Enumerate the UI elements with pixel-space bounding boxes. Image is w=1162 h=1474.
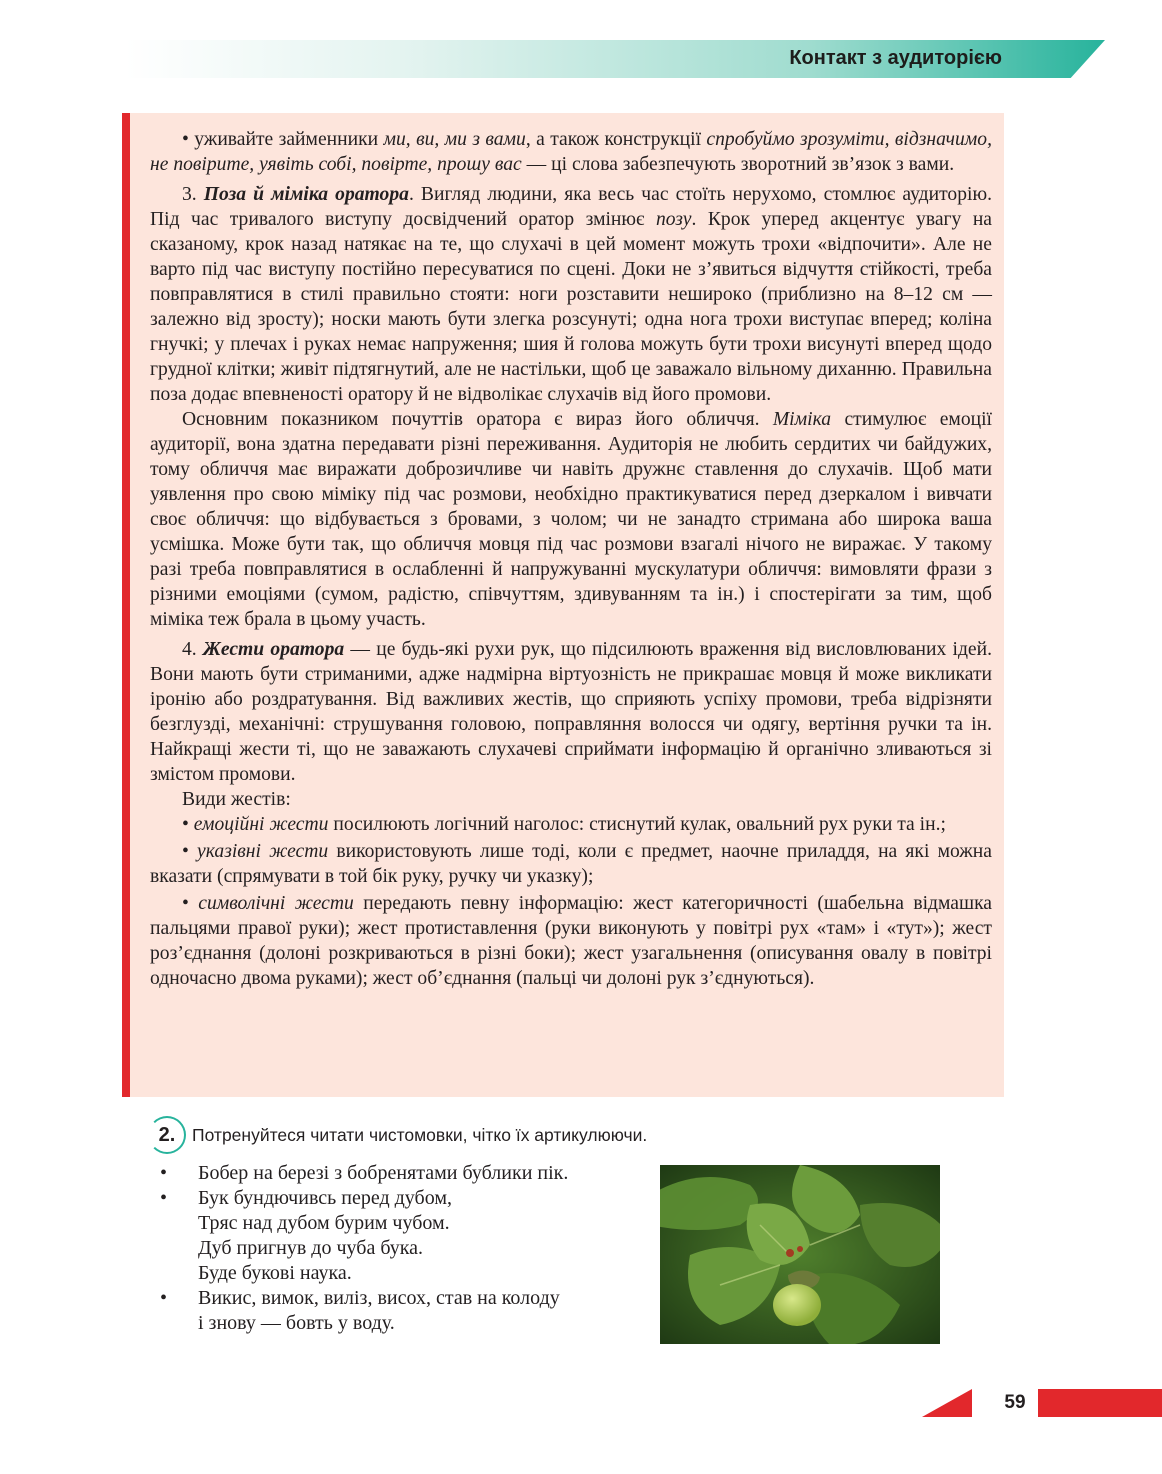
bullet-icon: • (160, 1187, 168, 1209)
list-item: • Викис, вимок, виліз, висох, став на колоду і знову — бовть у воду. (160, 1287, 560, 1334)
footer-decoration (922, 1389, 972, 1417)
list-item-symbolic: • символічні жести передають певну інформацію: жест категоричності (шабельна відмашка пальцями правої руки); жест протиставлення (руки виконують у повітрі рух «там» і «тут»); жест роз’єднання (долоні розкриваються в різні боки); жест узагальнення (описування овалу в повітрі одночасно двома руками); жест об’єднання (пальці чи долоні рук з’єднуються). (150, 893, 992, 989)
bullet-icon: • (160, 1287, 168, 1309)
task-number-badge: 2. (148, 1116, 186, 1154)
paragraph-mimicry: Основним показником почуттів оратора є вираз його обличчя. Міміка стимулює емоції аудиторії, вона здатна передавати різні переживання. Аудиторія не любить сердитих чи байдужих, тому обличчя має виражати доброзичливе чи навіть дружнє ставлення до слухачів. Щоб мати уявлення про свою міміку під час розмови, необхідно практикуватися перед дзеркалом і вивчати своє обличчя: що відбувається з бровами, з чолом; чи не занадто стримана або широка ваша усмішка. Може бути так, що обличчя мовця під час розмови взагалі нічого не виражає. У такому разі треба повправлятися в ослабленні й напружуванні мускулатури обличчя: вимовляти фрази з різними емоціями (сумом, радістю, співчуттям, здивуванням та ін.) і спостерігати за тим, щоб міміка теж брала в цьому участь. (150, 409, 992, 630)
bullet-icon: • (160, 1162, 168, 1184)
page-number: 59 (1004, 1392, 1026, 1413)
task-heading (148, 1115, 647, 1155)
paragraph-posture: 3. Поза й міміка оратора. Вигляд людини, яка весь час стоїть нерухомо, стомлює аудиторію. Під час тривалого виступу досвідчений оратор змінює позу. Крок уперед акцентує увагу на сказаному, крок назад натякає на те, що слухачі в цей момент можуть трохи «відпочити». Але не варто під час виступу постійно пересуватися по сцені. Доки не з’явиться відчуття стійкості, треба повправлятися в стилі правильно стояти: ноги розставити неширокo (приблизно на 8–12 см — залежно від зросту); носки мають бути злегка розсунуті; одна нога трохи виступає вперед; коліна гнучкі; у плечах і руках немає напруження; шия й голова можуть бути трохи висунуті вперед щодо грудної клітки; живіт підтягнутий, але не настільки, щоб це заважало вільному диханню. Правильна поза додає впевненості оратору й не відволікає слухачів від його промови. (150, 184, 992, 405)
list-item: • Бобер на березі з бобренятами бублики пік. (160, 1162, 569, 1184)
paragraph-gestures: 4. Жести оратора — це будь-які рухи рук, що підсилюють враження від висловлюваних ідей. Вони мають бути стриманими, адже надмірна віртуозність не прикрашає мовця й може викликати іронію або роздратування. Від важливих жестів, що сприяють успіху промови, треба відрізняти безглузді, механічні: струшування головою, поправляння волосся чи одягу, вертіння ручки та ін. Найкращі жести ті, що не заважають слухачеві сприймати інформацію й органічно зливаються зі змістом промови. (150, 639, 992, 785)
list-item-emotional: • емоційні жести посилюють логічний наголос: стиснутий кулак, овальний рух руки та ін.; (182, 814, 946, 835)
oak-leaves-illustration (660, 1165, 940, 1344)
theory-panel (122, 113, 1004, 1097)
list-item: • Бук бундючивсь перед дубом, Тряс над дубом бурим чубом. Дуб пригнув до чуба бука. Буде букові наука. (160, 1187, 452, 1284)
list-item-pointing: • указівні жести використовують лише тоді, коли є предмет, наочне приладдя, на які можна вказати (спрямувати в той бік руку, ручку чи указку); (150, 841, 992, 887)
task-instruction: Потренуйтеся читати чистомовки, чітко їх артикулюючи. (192, 1124, 648, 1145)
oak-acorn-photo (660, 1165, 940, 1344)
paragraph-gesture-types: Види жестів: (182, 789, 291, 810)
tongue-twisters (160, 1161, 568, 1336)
theory-text (150, 127, 992, 991)
paragraph-pronouns: • уживайте займенники ми, ви, ми з вами, а також конструкції спробуймо зрозуміти, відзначимо, не повірите, уявіть собі, повірте, прошу вас — ці слова забезпечують зворотний зв’язок з вами. (150, 129, 992, 175)
section-title: Контакт з аудиторією (789, 47, 1002, 69)
footer-bar (1038, 1389, 1162, 1417)
